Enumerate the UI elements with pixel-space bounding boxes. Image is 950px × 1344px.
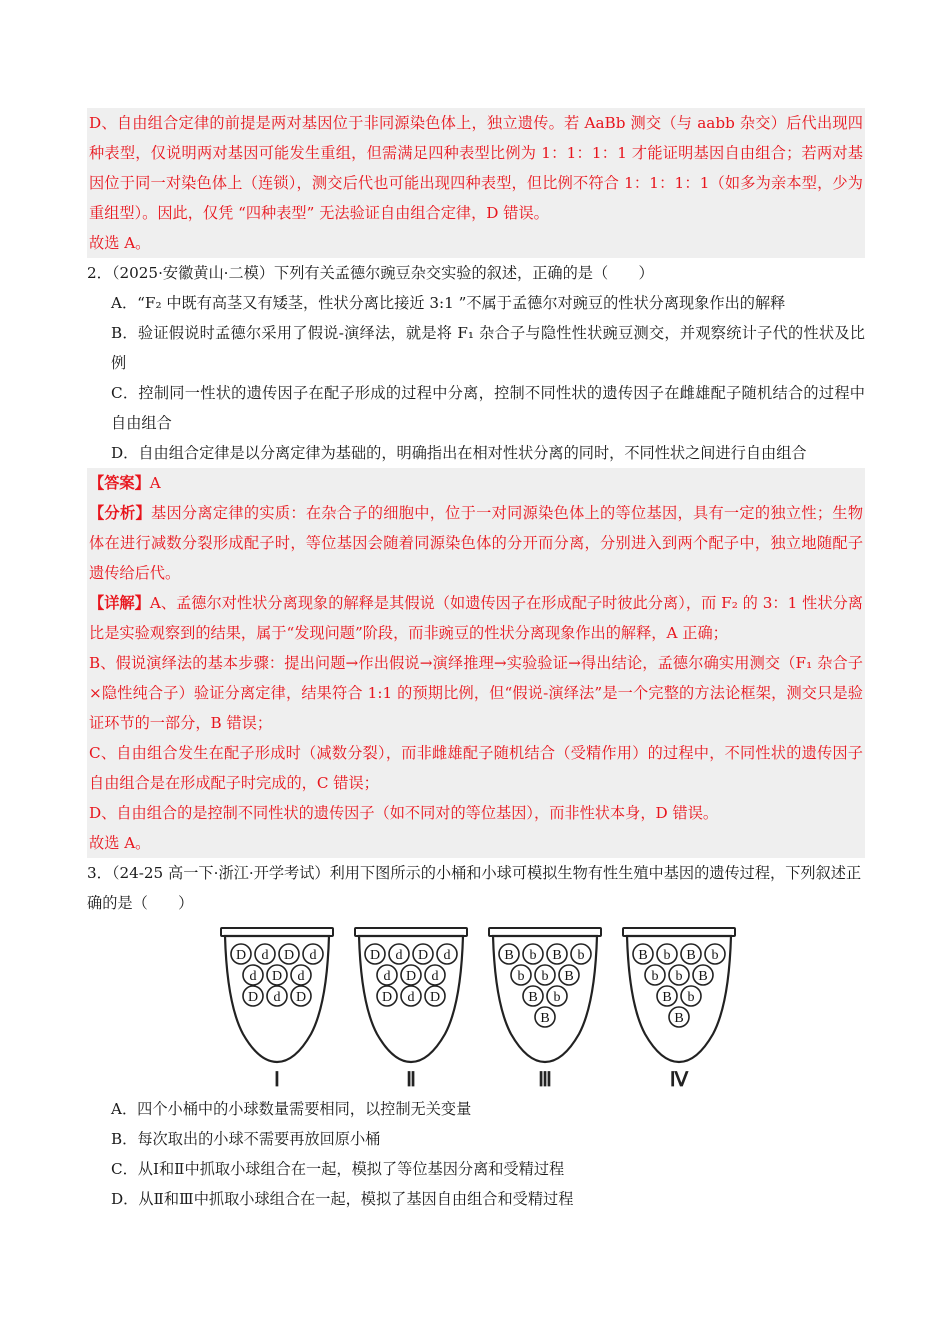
ball-label: b [675,969,683,984]
detail-line [89,588,863,648]
detail-text-a: A、孟德尔对性状分离现象的解释是其假说（如遗传因子在形成配子时彼此分离），而 F₂ 的 3：1 性状分离比是实验观察到的结果，属于“发现问题”阶段，而非豌豆的性状分离现象作出的解释，A 正确； [89,594,863,642]
ball [425,986,445,1006]
ball [535,965,555,985]
ball [499,944,519,964]
question-3-option-b: B．每次取出的小球不需要再放回原小桶 [111,1130,381,1148]
ball [511,965,531,985]
ball [669,1007,689,1027]
ball-label: B [528,990,538,1005]
question-2-stem: 2．（2025·安徽黄山·二模）下列有关孟德尔豌豆杂交实验的叙述，正确的是（ ） [87,264,654,282]
bucket-label: Ⅱ [406,1069,416,1090]
ball [303,944,323,964]
ball-label: b [711,948,719,963]
ball [523,986,543,1006]
ball-label: b [651,969,659,984]
answer-block-2 [87,468,865,858]
ball [693,965,713,985]
ball [681,944,701,964]
bucket [221,928,333,1090]
answer-value: A [149,474,161,492]
ball-label: d [431,969,439,984]
document-page [87,108,865,1214]
bucket-label: Ⅳ [669,1069,689,1090]
ball [425,965,445,985]
ball-label: d [261,948,269,963]
ball [267,986,287,1006]
detail-tag: 【详解】 [89,594,150,612]
ball [255,944,275,964]
ball-label: d [407,990,415,1005]
ball-label: D [429,990,441,1005]
ball [231,944,251,964]
conclusion-text: 故选 A。 [89,234,151,252]
ball [365,944,385,964]
ball [645,965,665,985]
ball-label: D [381,990,393,1005]
ball-label: D [369,948,381,963]
ball [413,944,433,964]
question-3-option-c: C．从Ⅰ和Ⅱ中抓取小球组合在一起，模拟了等位基因分离和受精过程 [111,1160,565,1178]
detail-text-b: B、假说演绎法的基本步骤：提出问题→作出假说→演绎推理→实验验证→得出结论，孟德尔确实用测交（F₁ 杂合子×隐性纯合子）验证分离定律，结果符合 1:1 的预期比例，但“假说-演绎法”是一个完整的方法论框架，测交只是验证环节的一部分，B 错误； [89,654,863,732]
ball [547,944,567,964]
ball [633,944,653,964]
question-3-option-a: A．四个小桶中的小球数量需要相同，以控制无关变量 [111,1100,472,1118]
ball-label: d [309,948,317,963]
analysis-text: 基因分离定律的实质：在杂合子的细胞中，位于一对同源染色体上的等位基因，具有一定的独立性；生物体在进行减数分裂形成配子时，等位基因会随着同源染色体的分开而分离，分别进入到两个配子中，独立地随配子遗传给后代。 [89,504,864,582]
ball-label: d [273,990,281,1005]
ball-label: D [417,948,429,963]
explanation-text: D、自由组合定律的前提是两对基因位于非同源染色体上，独立遗传。若 AaBb 测交（与 aabb 杂交）后代出现四种表型，仅说明两对基因可能发生重组，但需满足四种表型比例为 1：1：1：1 才能证明基因自由组合；若两对基因位于同一对染色体上（连锁），测交后代也可能出现四种表型，但比例不符合 1：1：1：1（如多为亲本型，少为重组型）。因此，仅凭 “四种表型” 无法验证自由组合定律，D 错误。 [89,114,863,222]
answer-line [89,468,863,498]
ball [291,965,311,985]
analysis-tag: 【分析】 [89,504,151,522]
ball [657,986,677,1006]
ball [377,965,397,985]
question-2-option-c: C．控制同一性状的遗传因子在配子形成的过程中分离，控制不同性状的遗传因子在雌雄配子随机结合的过程中自由组合 [111,384,865,432]
ball-label: D [295,990,307,1005]
ball-label: D [405,969,417,984]
ball [547,986,567,1006]
ball-label: b [541,969,549,984]
ball [535,1007,555,1027]
ball-label: B [698,969,708,984]
ball-label: B [674,1011,684,1026]
ball [279,944,299,964]
question-3-option-d: D．从Ⅱ和Ⅲ中抓取小球组合在一起，模拟了基因自由组合和受精过程 [111,1190,574,1208]
ball [571,944,591,964]
ball [377,986,397,1006]
ball [681,986,701,1006]
ball [657,944,677,964]
ball [243,965,263,985]
ball [523,944,543,964]
detail-text-c: C、自由组合发生在配子形成时（减数分裂），而非雌雄配子随机结合（受精作用）的过程中，不同性状的遗传因子自由组合是在形成配子时完成的，C 错误； [89,744,863,792]
ball [559,965,579,985]
ball-label: d [383,969,391,984]
ball [401,986,421,1006]
ball-label: b [529,948,537,963]
bucket-figure [87,924,865,1092]
buckets-illustration [217,924,747,1090]
ball-label: d [443,948,451,963]
ball [267,965,287,985]
ball-label: b [553,990,561,1005]
ball [705,944,725,964]
bucket [489,928,601,1090]
ball [669,965,689,985]
ball-label: d [297,969,305,984]
ball-label: b [577,948,585,963]
question-2-option-d: D．自由组合定律是以分离定律为基础的，明确指出在相对性状分离的同时，不同性状之间进行自由组合 [111,444,807,462]
ball [389,944,409,964]
ball-label: D [247,990,259,1005]
ball-label: D [283,948,295,963]
ball [243,986,263,1006]
ball-label: b [663,948,671,963]
ball-label: B [552,948,562,963]
ball-label: D [271,969,283,984]
explanation-block-1 [87,108,865,258]
bucket [355,928,467,1090]
bucket-label: Ⅰ [274,1069,280,1090]
ball-label: D [235,948,247,963]
question-2-option-a: A．“F₂ 中既有高茎又有矮茎，性状分离比接近 3:1 ”不属于孟德尔对豌豆的性状分离现象作出的解释 [111,294,786,312]
bucket [623,928,735,1090]
detail-text-d: D、自由组合的是控制不同性状的遗传因子（如不同对的等位基因），而非性状本身，D 错误。 [89,804,719,822]
ball-label: B [564,969,574,984]
ball [401,965,421,985]
ball-label: d [395,948,403,963]
ball-label: B [662,990,672,1005]
ball-label: B [504,948,514,963]
answer-tag: 【答案】 [89,474,150,492]
ball-label: B [686,948,696,963]
ball-label: b [687,990,695,1005]
bucket-label: Ⅲ [538,1069,552,1090]
ball-label: B [540,1011,550,1026]
question-2-option-b: B．验证假说时孟德尔采用了假说-演绎法，就是将 F₁ 杂合子与隐性性状豌豆测交，并观察统计子代的性状及比例 [111,324,865,372]
conclusion-text: 故选 A。 [89,834,151,852]
question-3-stem: 3．（24-25 高一下·浙江·开学考试）利用下图所示的小桶和小球可模拟生物有性生殖中基因的遗传过程，下列叙述正确的是（ ） [87,864,862,912]
ball-label: d [249,969,257,984]
ball [291,986,311,1006]
ball [437,944,457,964]
ball-label: B [638,948,648,963]
analysis-line [89,498,863,588]
ball-label: b [517,969,525,984]
